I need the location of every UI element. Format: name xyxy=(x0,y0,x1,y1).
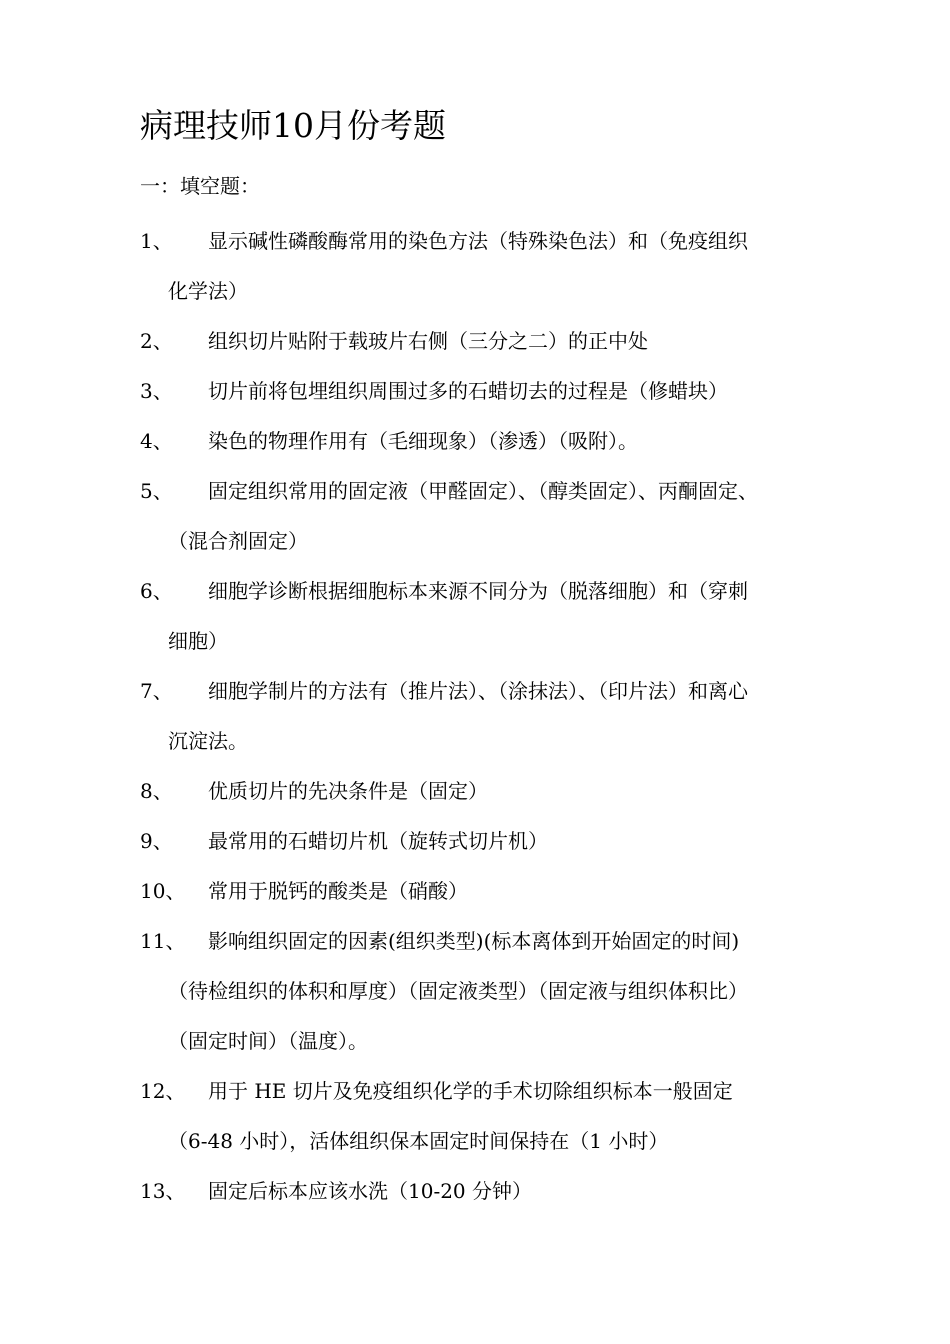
question-item xyxy=(140,416,820,466)
question-item xyxy=(140,366,820,416)
question-item xyxy=(140,566,820,666)
question-number: 7、 xyxy=(140,679,173,703)
question-number: 5、 xyxy=(140,479,173,503)
question-text: 细胞学诊断根据细胞标本来源不同分为（脱落细胞）和（穿刺 xyxy=(208,579,748,603)
question-text: 细胞学制片的方法有（推片法）、（涂抹法）、（印片法）和离心 xyxy=(208,679,748,703)
question-text: （混合剂固定） xyxy=(168,529,308,553)
question-text: 沉淀法。 xyxy=(168,729,248,753)
question-item xyxy=(140,666,820,766)
question-number: 6、 xyxy=(140,579,173,603)
question-text: 切片前将包埋组织周围过多的石蜡切去的过程是（修蜡块） xyxy=(208,379,728,403)
question-item xyxy=(140,866,820,916)
question-item xyxy=(140,466,820,566)
question-text: 用于 HE 切片及免疫组织化学的手术切除组织标本一般固定 xyxy=(208,1079,733,1103)
question-text: 染色的物理作用有（毛细现象）（渗透）（吸附）。 xyxy=(208,429,638,453)
question-text: 细胞） xyxy=(168,629,228,653)
question-text: 影响组织固定的因素(组织类型)(标本离体到开始固定的时间) xyxy=(208,929,740,953)
question-text: （待检组织的体积和厚度）（固定液类型）（固定液与组织体积比） xyxy=(168,979,748,1003)
question-number: 4、 xyxy=(140,429,173,453)
question-item xyxy=(140,216,820,316)
question-text: 组织切片贴附于载玻片右侧（三分之二）的正中处 xyxy=(208,329,648,353)
question-number: 9、 xyxy=(140,829,173,853)
question-text: （固定时间）（温度）。 xyxy=(168,1029,368,1053)
question-item xyxy=(140,1166,820,1216)
question-item xyxy=(140,316,820,366)
question-text: 显示碱性磷酸酶常用的染色方法（特殊染色法）和（免疫组织 xyxy=(208,229,748,253)
question-number: 12、 xyxy=(140,1079,186,1103)
question-text: 固定后标本应该水洗（10-20 分钟） xyxy=(208,1179,533,1203)
question-number: 1、 xyxy=(140,229,173,253)
question-item xyxy=(140,916,820,1066)
question-text: 常用于脱钙的酸类是（硝酸） xyxy=(208,879,468,903)
question-text: 优质切片的先决条件是（固定） xyxy=(208,779,488,803)
question-item xyxy=(140,766,820,816)
section-heading: 一：填空题： xyxy=(140,174,260,198)
question-text: 最常用的石蜡切片机（旋转式切片机） xyxy=(208,829,548,853)
page-title: 病理技师10月份考题 xyxy=(140,106,446,145)
question-number: 13、 xyxy=(140,1179,186,1203)
question-number: 2、 xyxy=(140,329,173,353)
question-text: 固定组织常用的固定液（甲醛固定）、（醇类固定）、丙酮固定、 xyxy=(208,479,758,503)
question-number: 10、 xyxy=(140,879,186,903)
question-number: 3、 xyxy=(140,379,173,403)
question-text: 化学法） xyxy=(168,279,248,303)
question-number: 8、 xyxy=(140,779,173,803)
question-list xyxy=(140,216,820,1216)
question-item xyxy=(140,816,820,866)
question-item xyxy=(140,1066,820,1166)
question-number: 11、 xyxy=(140,929,186,953)
question-text: （6-48 小时），活体组织保本固定时间保持在（1 小时） xyxy=(168,1129,669,1153)
